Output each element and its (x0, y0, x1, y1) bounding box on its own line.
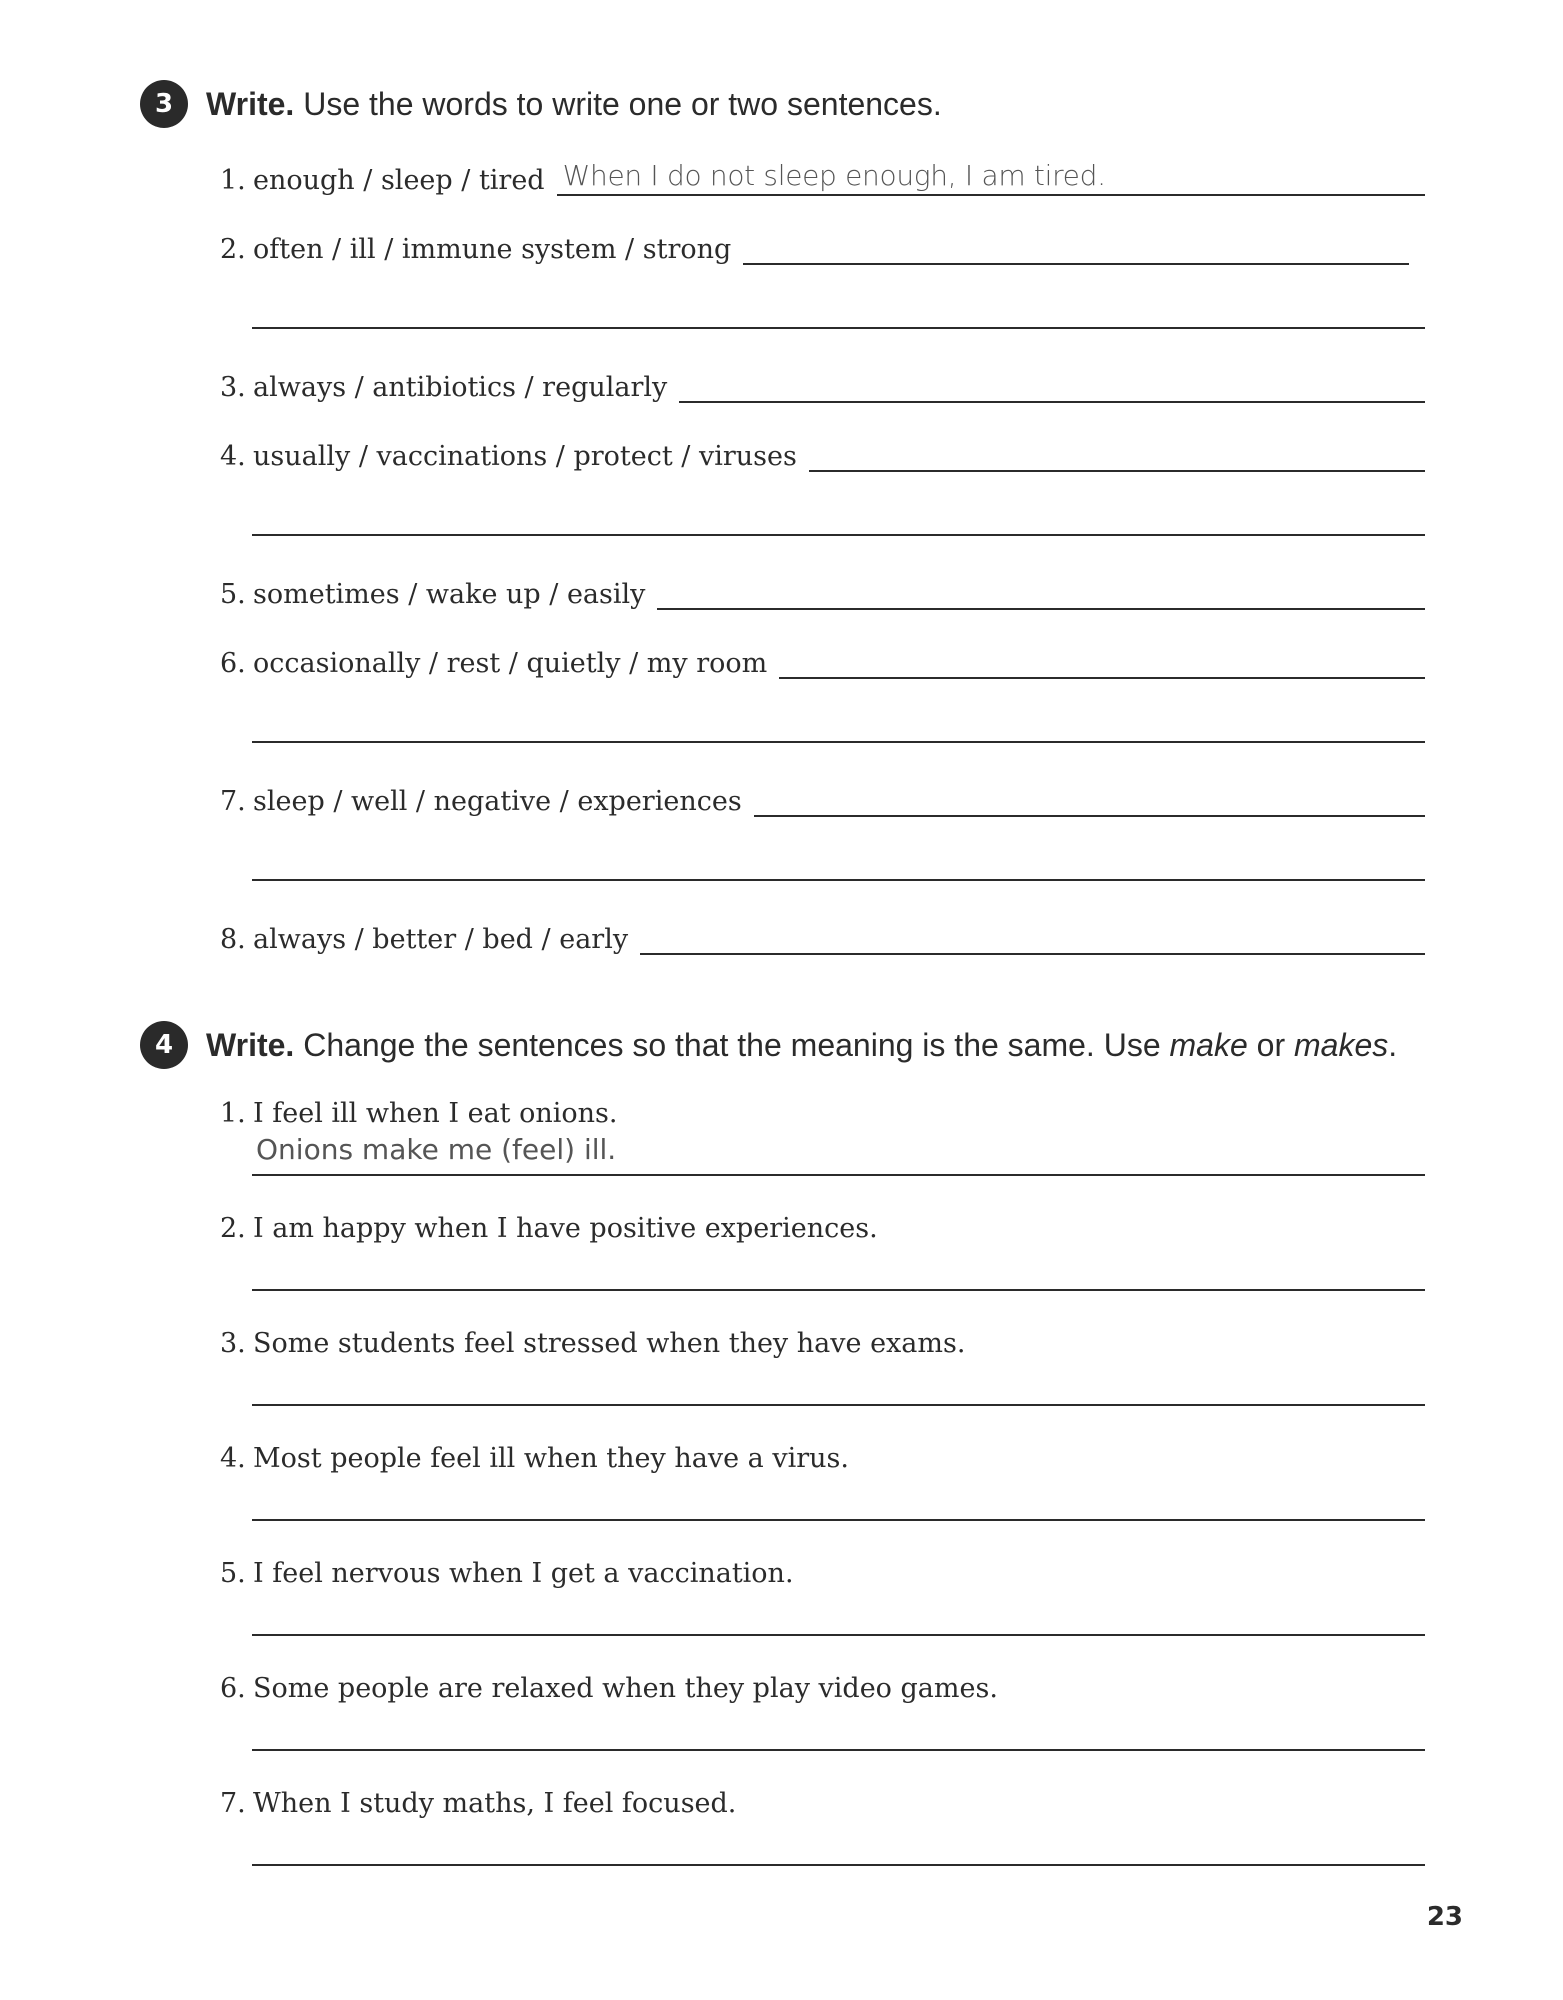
item-number: 8. (220, 924, 246, 955)
ex4-item-4 (220, 1443, 849, 1474)
item-number: 2. (220, 234, 246, 265)
exercise-instruction (206, 86, 942, 123)
answer-line[interactable] (252, 1289, 1425, 1291)
item-number: 2. (220, 1213, 246, 1244)
item-number: 1. (220, 165, 246, 196)
item-number: 7. (220, 786, 246, 817)
answer-line[interactable] (809, 434, 1425, 472)
instruction-or: or (1256, 1026, 1286, 1063)
ex3-item-8 (220, 915, 1425, 955)
answer-line[interactable] (754, 779, 1425, 817)
item-sentence: I feel ill when I eat onions. (253, 1098, 618, 1129)
ex4-item-5 (220, 1558, 794, 1589)
item-prompt: usually / vaccinations / protect / viruses (253, 441, 797, 472)
ex4-item-3 (220, 1328, 965, 1359)
ex3-item-3 (220, 363, 1425, 403)
item-sentence: When I study maths, I feel focused. (253, 1788, 737, 1819)
item-number: 3. (220, 372, 246, 403)
item-number: 4. (220, 441, 246, 472)
item-prompt: sometimes / wake up / easily (253, 579, 646, 610)
ex3-item-2 (220, 225, 1409, 265)
instruction-period: . (1388, 1026, 1398, 1063)
answer-line[interactable] (252, 1404, 1425, 1406)
answer-line[interactable] (252, 534, 1425, 536)
answer-line[interactable] (252, 1749, 1425, 1751)
answer-line[interactable] (743, 227, 1409, 265)
handwritten-answer: When I do not sleep enough, I am tired. (562, 159, 1106, 192)
ex4-item-2 (220, 1213, 878, 1244)
answer-line[interactable] (252, 1519, 1425, 1521)
instruction-word-make: make (1169, 1026, 1248, 1063)
exercise-3-header (140, 80, 942, 128)
answer-line[interactable] (252, 741, 1425, 743)
answer-line[interactable] (640, 917, 1425, 955)
item-prompt: often / ill / immune system / strong (253, 234, 732, 265)
answer-line[interactable] (252, 327, 1425, 329)
item-prompt: enough / sleep / tired (253, 165, 545, 196)
answer-line[interactable] (252, 1174, 1425, 1176)
exercise-instruction (206, 1027, 1397, 1064)
answer-line[interactable] (679, 365, 1425, 403)
page-number: 23 (1426, 1902, 1463, 1932)
item-prompt: always / antibiotics / regularly (253, 372, 668, 403)
answer-line[interactable] (252, 879, 1425, 881)
ex3-item-1 (220, 156, 1425, 196)
item-number: 5. (220, 1558, 246, 1589)
exercise-number-badge: 3 (140, 80, 188, 128)
answer-line[interactable] (252, 1864, 1425, 1866)
ex4-item-7 (220, 1788, 736, 1819)
ex3-item-7 (220, 777, 1425, 817)
instruction-word-makes: makes (1293, 1026, 1389, 1063)
item-number: 1. (220, 1098, 246, 1129)
instruction-text: Change the sentences so that the meaning is the same. Use (303, 1026, 1161, 1063)
item-number: 6. (220, 1673, 246, 1704)
ex3-item-5 (220, 570, 1425, 610)
item-sentence: I feel nervous when I get a vaccination. (253, 1558, 794, 1589)
exercise-number-badge: 4 (140, 1021, 188, 1069)
item-number: 7. (220, 1788, 246, 1819)
instruction-bold: Write. (206, 85, 295, 122)
ex4-item-6 (220, 1673, 998, 1704)
item-prompt: sleep / well / negative / experiences (253, 786, 742, 817)
item-number: 5. (220, 579, 246, 610)
item-sentence: Some students feel stressed when they have exams. (253, 1328, 966, 1359)
item-prompt: always / better / bed / early (253, 924, 629, 955)
answer-line[interactable] (557, 158, 1425, 196)
instruction-bold: Write. (206, 1026, 295, 1063)
item-sentence: I am happy when I have positive experiences. (253, 1213, 878, 1244)
instruction-text: Use the words to write one or two sentences. (303, 85, 942, 122)
answer-line[interactable] (779, 641, 1425, 679)
ex3-item-6 (220, 639, 1425, 679)
exercise-4-header (140, 1021, 1397, 1069)
item-prompt: occasionally / rest / quietly / my room (253, 648, 768, 679)
item-sentence: Some people are relaxed when they play video games. (253, 1673, 998, 1704)
ex4-item-1 (220, 1098, 617, 1129)
answer-line[interactable] (252, 1634, 1425, 1636)
ex3-item-4 (220, 432, 1425, 472)
handwritten-answer: Onions make me (feel) ill. (256, 1133, 617, 1166)
item-number: 3. (220, 1328, 246, 1359)
item-number: 4. (220, 1443, 246, 1474)
answer-line[interactable] (657, 572, 1425, 610)
item-number: 6. (220, 648, 246, 679)
item-sentence: Most people feel ill when they have a virus. (253, 1443, 849, 1474)
